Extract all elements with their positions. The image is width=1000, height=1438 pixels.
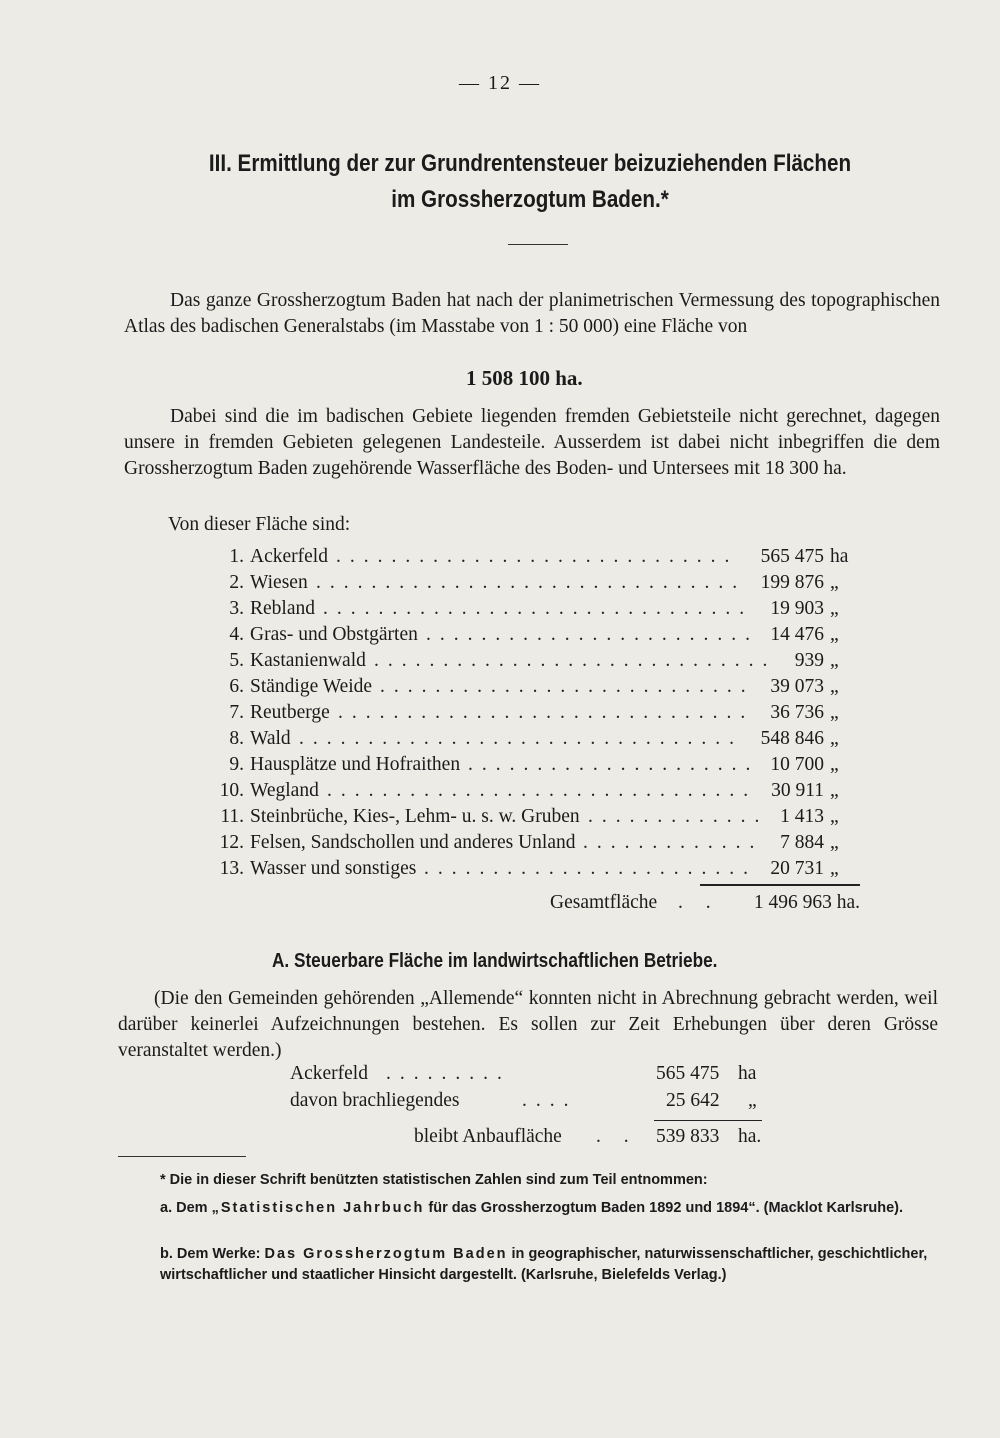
land-use-unit: „ <box>830 728 839 749</box>
footnote-a-title: „Statistischen Jahrbuch <box>211 1200 425 1216</box>
land-use-number: 1. <box>229 546 244 567</box>
section-a-row-label: davon brachliegendes <box>290 1090 460 1111</box>
land-use-row <box>214 546 854 572</box>
land-use-unit: „ <box>830 676 839 697</box>
land-use-label: Steinbrüche, Kies-, Lehm- u. s. w. Gruben <box>250 806 580 827</box>
section-a-row-unit: „ <box>748 1090 757 1111</box>
section-a-sum-rule <box>654 1120 762 1121</box>
section-a-result-row <box>414 1126 774 1152</box>
footnote-a <box>160 1198 936 1219</box>
land-use-row <box>214 702 854 728</box>
footnote-intro: * Die in dieser Schrift benützten statistischen Zahlen sind zum Teil entnommen: <box>160 1172 708 1188</box>
leader-dots: ........................ <box>426 624 759 645</box>
land-use-label: Gras- und Obstgärten <box>250 624 418 645</box>
land-use-value: 199 876 <box>760 572 824 593</box>
total-label: Gesamtfläche <box>550 892 658 913</box>
section-a-row-value: 565 475 <box>656 1063 720 1084</box>
land-use-number: 10. <box>219 780 244 801</box>
land-use-row <box>214 780 854 806</box>
leader-dots: .............................. <box>338 702 755 723</box>
page-number: — 12 — <box>459 72 541 94</box>
land-use-unit: „ <box>830 624 839 645</box>
section-a-row-value: 25 642 <box>666 1090 720 1111</box>
land-use-number: 5. <box>229 650 244 671</box>
land-use-unit: „ <box>830 832 839 853</box>
total-dots: . . <box>678 892 720 913</box>
land-use-number: 3. <box>229 598 244 619</box>
land-use-number: 7. <box>229 702 244 723</box>
land-use-value: 7 884 <box>780 832 824 853</box>
result-value: 539 833 <box>656 1126 720 1147</box>
leader-dots: ........................... <box>380 676 755 697</box>
footnote-b <box>160 1244 936 1286</box>
land-use-value: 565 475 <box>760 546 824 567</box>
land-use-label: Rebland <box>250 598 315 619</box>
land-use-number: 9. <box>229 754 244 775</box>
land-use-number: 8. <box>229 728 244 749</box>
land-use-row <box>214 650 854 676</box>
land-use-label: Ständige Weide <box>250 676 373 697</box>
leader-dots: ............................... <box>323 598 754 619</box>
land-use-label: Reutberge <box>250 702 330 723</box>
land-use-unit: „ <box>830 702 839 723</box>
land-use-row <box>214 754 854 780</box>
result-dots: . . <box>596 1126 638 1147</box>
land-use-number: 4. <box>229 624 244 645</box>
land-use-unit: „ <box>830 780 839 801</box>
land-use-row <box>214 676 854 702</box>
land-use-row <box>214 858 854 884</box>
land-use-value: 20 731 <box>770 858 824 879</box>
list-intro: Von dieser Fläche sind: <box>168 514 351 535</box>
result-unit: ha. <box>738 1126 762 1147</box>
land-use-label: Hausplätze und Hofraithen <box>250 754 461 775</box>
footnote-b-prefix: b. Dem Werke: <box>160 1246 261 1262</box>
land-use-label: Wasser und sonstiges <box>250 858 417 879</box>
land-use-label: Wegland <box>250 780 319 801</box>
land-use-row <box>214 624 854 650</box>
leader-dots: ..................... <box>468 754 760 775</box>
land-use-value: 14 476 <box>770 624 824 645</box>
footnote-b-rest: in geographischer, naturwissenschaftlicher, geschichtlicher, wirtschaftlicher und staatlicher Hinsicht dargestellt. (Karlsruhe, Bielefelds Verlag.) <box>160 1246 928 1283</box>
land-use-value: 939 <box>794 650 824 671</box>
section-a-paragraph: (Die den Gemeinden gehörenden „Allemende“ konnten nicht in Abrechnung gebracht werden, weil darüber keinerlei Aufzeichnungen bestehen. Es sollen zur Zeit Erhebungen über deren Grösse veranstaltet werden.) <box>118 988 938 1061</box>
land-use-unit: „ <box>830 650 839 671</box>
sum-rule <box>700 884 860 886</box>
intro-paragraph: Das ganze Grossherzogtum Baden hat nach der planimetrischen Vermessung des topographischen Atlas des badischen Generalstabs (im Masstabe von 1 : 50 000) eine Fläche von <box>124 290 940 337</box>
exclusion-paragraph: Dabei sind die im badischen Gebiete liegenden fremden Gebietsteile nicht gerechnet, dagegen unsere in fremden Gebieten gelegenen Landesteile. Ausserdem ist dabei nicht inbegriffen die dem Grossherzogtum Baden zugehörende Wasserfläche des Boden- und Untersees mit 18 300 ha. <box>124 406 940 479</box>
land-use-value: 39 073 <box>770 676 824 697</box>
section-a-row-2 <box>290 1090 760 1116</box>
footnote-a-prefix: a. Dem <box>160 1200 208 1216</box>
total-area-value: 1 508 100 ha. <box>466 366 583 390</box>
title-divider <box>508 244 568 245</box>
land-use-row <box>214 572 854 598</box>
leader-dots: ............................... <box>327 780 758 801</box>
land-use-row <box>214 806 854 832</box>
leader-dots: ............................. <box>374 650 777 671</box>
leader-dots: ............. <box>583 832 764 853</box>
section-title-line1: III. Ermittlung der zur Grundrentensteuer beizuziehenden Flächen <box>208 150 852 177</box>
land-use-number: 13. <box>219 858 244 879</box>
land-use-value: 30 911 <box>771 780 824 801</box>
land-use-unit: ha <box>830 546 849 567</box>
land-use-number: 11. <box>220 806 244 827</box>
footnote-b-title: Das Grossherzogtum Baden <box>264 1246 508 1262</box>
section-a-row-1 <box>290 1063 760 1089</box>
result-label: bleibt Anbaufläche <box>414 1126 562 1147</box>
land-use-label: Kastanienwald <box>250 650 366 671</box>
total-row <box>214 892 860 918</box>
section-a-heading: A. Steuerbare Fläche im landwirtschaftlichen Betriebe. <box>272 950 718 972</box>
section-a-row-dots: ......... <box>386 1063 511 1084</box>
footnote-rule <box>118 1156 246 1157</box>
land-use-value: 36 736 <box>770 702 824 723</box>
section-title-line2: im Grossherzogtum Baden.* <box>391 186 669 213</box>
total-value: 1 496 963 ha. <box>753 892 860 913</box>
land-use-number: 2. <box>229 572 244 593</box>
land-use-label: Ackerfeld <box>250 546 328 567</box>
land-use-label: Wiesen <box>250 572 308 593</box>
leader-dots: ........................ <box>424 858 757 879</box>
land-use-unit: „ <box>830 858 839 879</box>
leader-dots: ............................... <box>316 572 747 593</box>
land-use-label: Felsen, Sandschollen und anderes Unland <box>250 832 576 853</box>
section-a-row-label: Ackerfeld <box>290 1063 368 1084</box>
land-use-unit: „ <box>830 754 839 775</box>
land-use-value: 548 846 <box>760 728 824 749</box>
leader-dots: ............. <box>588 806 769 827</box>
leader-dots: ................................ <box>299 728 743 749</box>
land-use-label: Wald <box>250 728 291 749</box>
section-a-row-unit: ha <box>738 1063 757 1084</box>
land-use-row <box>214 598 854 624</box>
section-a-row-dots: .... <box>522 1090 578 1111</box>
land-use-number: 6. <box>229 676 244 697</box>
land-use-value: 10 700 <box>770 754 824 775</box>
land-use-value: 19 903 <box>770 598 824 619</box>
land-use-value: 1 413 <box>780 806 824 827</box>
land-use-row <box>214 832 854 858</box>
land-use-unit: „ <box>830 572 839 593</box>
leader-dots: ............................. <box>336 546 739 567</box>
footnote-a-rest: für das Grossherzogtum Baden 1892 und 1894“. (Macklot Karlsruhe). <box>428 1200 904 1216</box>
land-use-unit: „ <box>830 598 839 619</box>
land-use-row <box>214 728 854 754</box>
land-use-unit: „ <box>830 806 839 827</box>
land-use-number: 12. <box>219 832 244 853</box>
